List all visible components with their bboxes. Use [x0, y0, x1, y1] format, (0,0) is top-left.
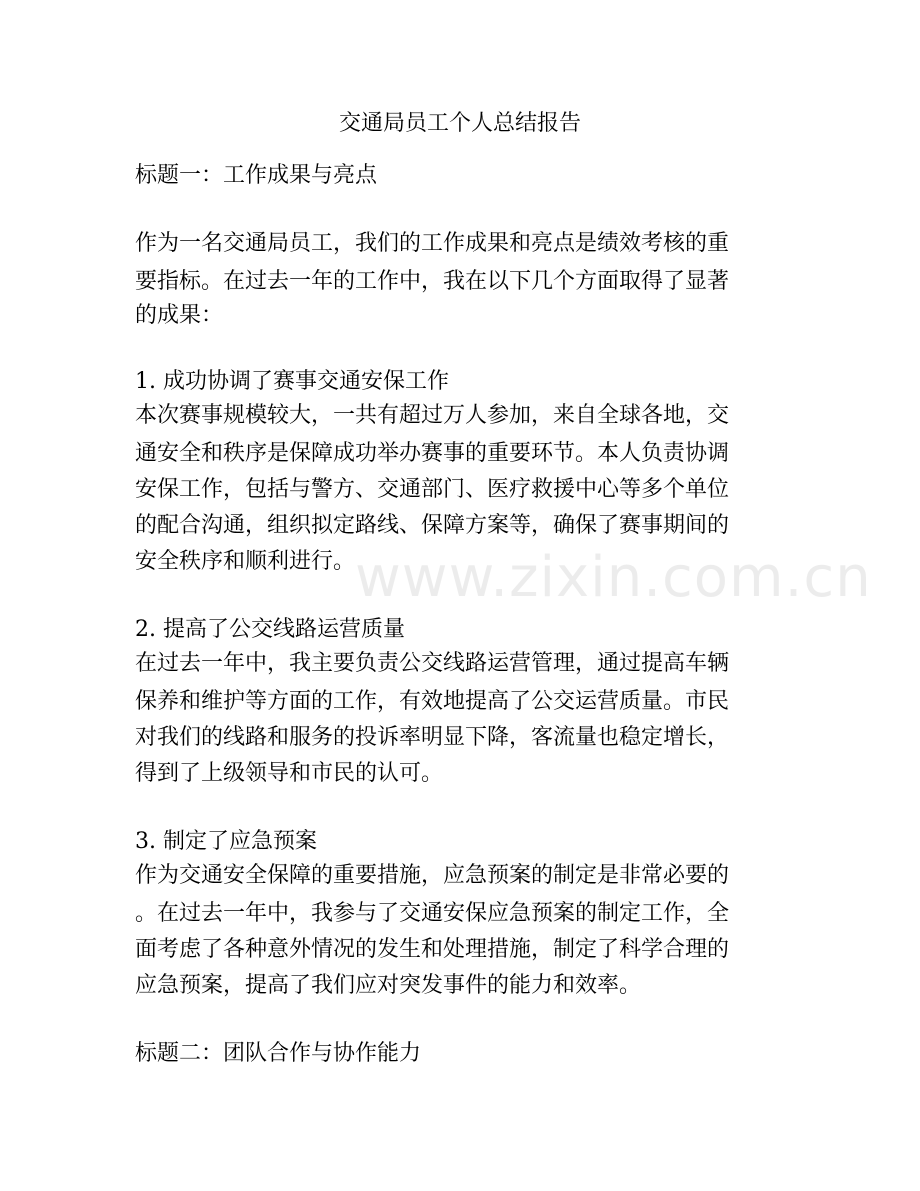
paragraph-line: 面考虑了各种意外情况的发生和处理措施，制定了科学合理的: [135, 937, 730, 962]
section-heading: 标题一：工作成果与亮点: [135, 163, 378, 188]
paragraph-line: 。在过去一年中，我参与了交通安保应急预案的制定工作，全: [135, 901, 730, 926]
paragraph-line: 要指标。在过去一年的工作中，我在以下几个方面取得了显著: [135, 269, 730, 294]
paragraph-line: 对我们的线路和服务的投诉率明显下降，客流量也稳定增长，: [135, 725, 730, 750]
paragraph-line: 作为一名交通局员工，我们的工作成果和亮点是绩效考核的重: [135, 231, 730, 256]
paragraph-line: 的成果：: [135, 303, 224, 328]
paragraph-line: 安全秩序和顺利进行。: [135, 549, 356, 574]
item-heading: 1. 成功协调了赛事交通安保工作: [135, 369, 449, 394]
paragraph-line: 得到了上级领导和市民的认可。: [135, 761, 444, 786]
paragraph-line: 保养和维护等方面的工作，有效地提高了公交运营质量。市民: [135, 689, 730, 714]
paragraph-line: 的配合沟通，组织拟定路线、保障方案等，确保了赛事期间的: [135, 513, 730, 538]
paragraph-line: 在过去一年中，我主要负责公交线路运营管理，通过提高车辆: [135, 651, 730, 676]
item-heading: 2. 提高了公交线路运营质量: [135, 617, 405, 642]
section-heading: 标题二：团队合作与协作能力: [135, 1041, 422, 1066]
paragraph-line: 作为交通安全保障的重要措施，应急预案的制定是非常必要的: [135, 863, 730, 888]
watermark: www.zixin.com.cn: [355, 545, 872, 610]
paragraph-line: 通安全和秩序是保障成功举办赛事的重要环节。本人负责协调: [135, 441, 730, 466]
paragraph-line: 应急预案，提高了我们应对突发事件的能力和效率。: [135, 973, 642, 998]
paragraph-line: 安保工作，包括与警方、交通部门、医疗救援中心等多个单位: [135, 477, 730, 502]
item-heading: 3. 制定了应急预案: [135, 829, 317, 854]
paragraph-line: 本次赛事规模较大，一共有超过万人参加，来自全球各地，交: [135, 403, 730, 428]
document-title: 交通局员工个人总结报告: [338, 111, 581, 136]
